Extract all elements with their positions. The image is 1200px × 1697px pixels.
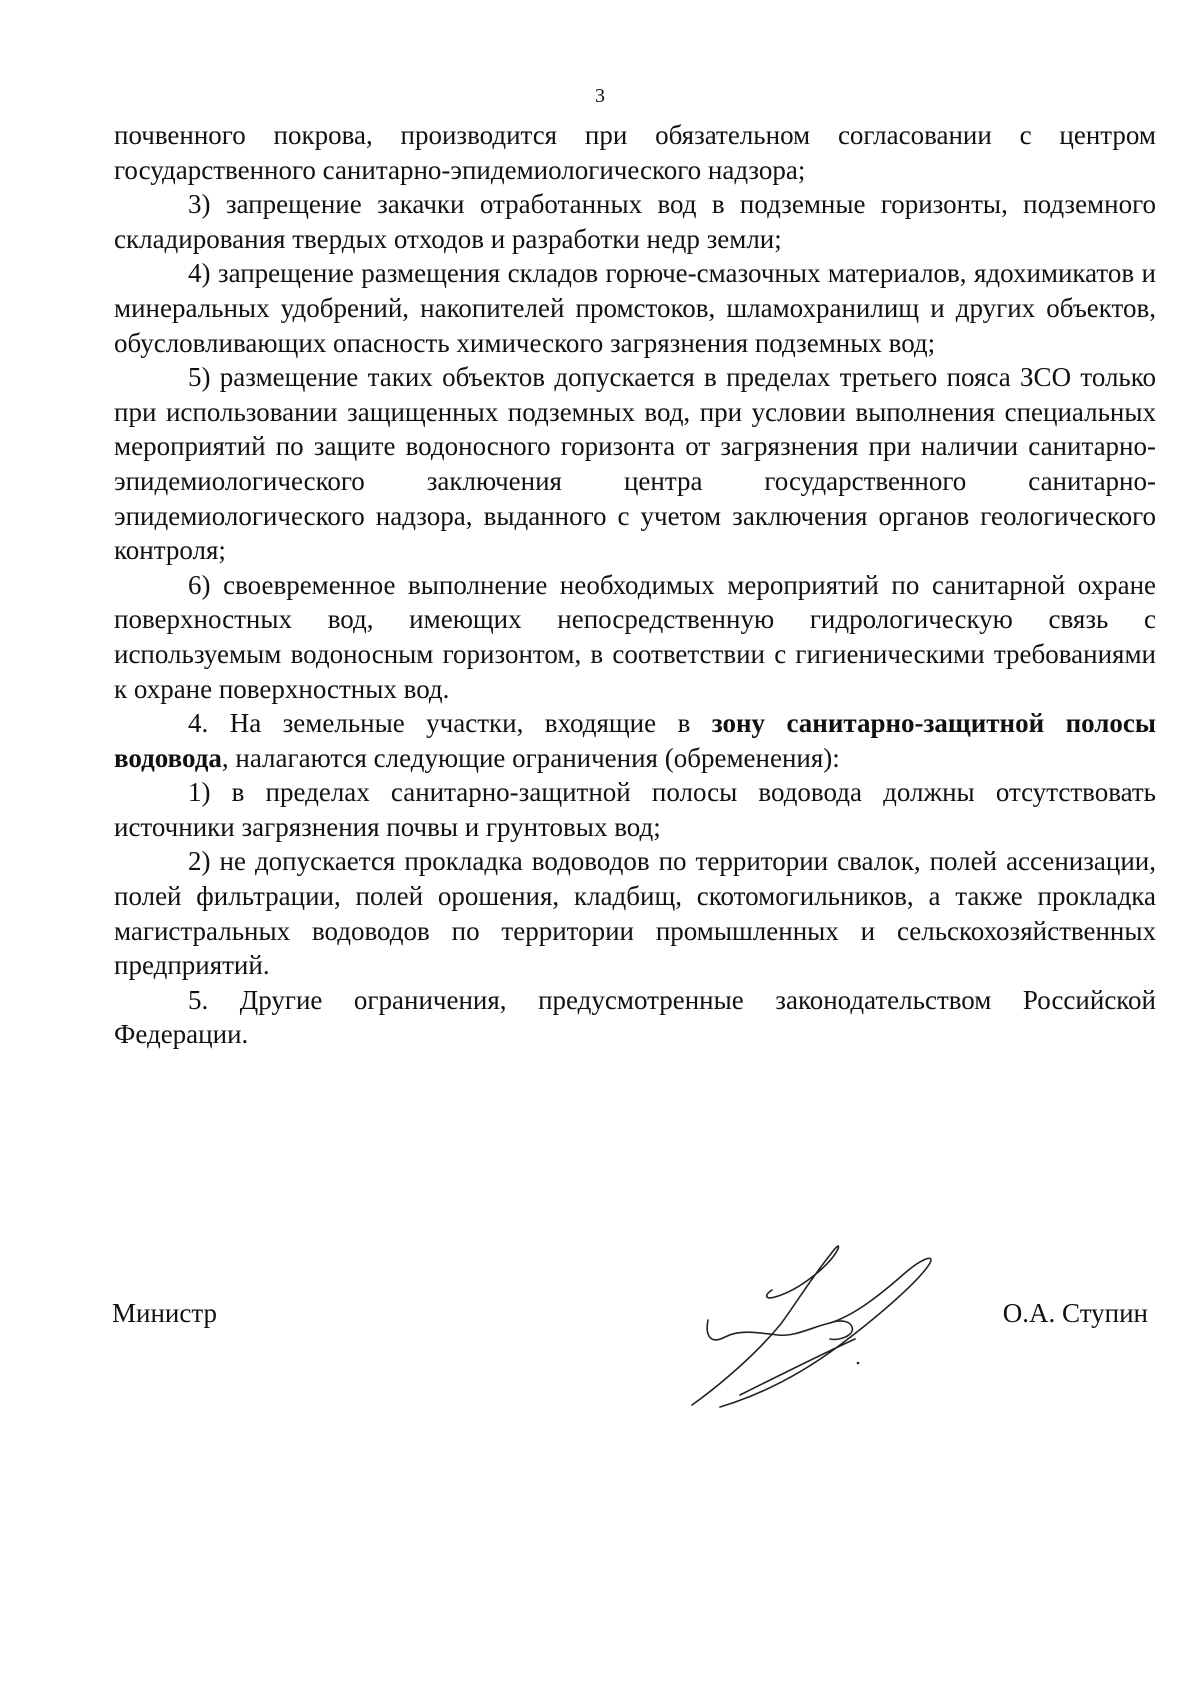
list-item-3: 3) запрещение закачки отработанных вод в подземные горизонты, подземного складирования твердых отходов и разработки недр земли; bbox=[114, 189, 1156, 254]
section-4-paragraph bbox=[114, 706, 1156, 775]
handwritten-signature bbox=[680, 1235, 970, 1410]
list-item-5: 5) размещение таких объектов допускается в пределах третьего пояса ЗСО только при использовании защищенных подземных вод, при условии выполнения специальных мероприятий по защите водоносного горизонта от загрязнения при наличии санитарно-эпидемиологического заключения центра государственного санитарно-эпидемиологического надзора, выданного с учетом заключения органов геологического контроля; bbox=[114, 362, 1156, 566]
section-4-item-1: 1) в пределах санитарно-защитной полосы водовода должны отсутствовать источники загрязнения почвы и грунтовых вод; bbox=[114, 777, 1156, 842]
signatory-role: Министр bbox=[112, 1298, 217, 1328]
page-number: 3 bbox=[595, 85, 605, 107]
document-body bbox=[114, 118, 1156, 1052]
list-item-4: 4) запрещение размещения складов горюче-смазочных материалов, ядохимикатов и минеральных удобрений, накопителей промстоков, шламохранилищ и других объектов, обусловливающих опасность химического загрязнения подземных вод; bbox=[114, 258, 1156, 358]
signatory-name: О.А. Ступин bbox=[1002, 1298, 1148, 1328]
section-4-item-2: 2) не допускается прокладка водоводов по территории свалок, полей ассенизации, полей фильтрации, полей орошения, кладбищ, скотомогильников, а также прокладка магистральных водоводов по территории промышленных и сельскохозяйственных предприятий. bbox=[114, 846, 1156, 981]
section-4-bold-term: зону санитарно-защитной полосы водовода bbox=[114, 708, 1156, 773]
section-4-text-start: 4. На земельные участки, входящие в bbox=[188, 708, 712, 739]
paragraph-continuation: почвенного покрова, производится при обязательном согласовании с центром государственного санитарно-эпидемиологического надзора; bbox=[114, 120, 1156, 185]
list-item-6: 6) своевременное выполнение необходимых мероприятий по санитарной охране поверхностных вод, имеющих непосредственную гидрологическую связь с используемым водоносным горизонтом, в соответствии с гигиеническими требованиями к охране поверхностных вод. bbox=[114, 569, 1156, 704]
section-4-text-end: , налагаются следующие ограничения (обременения): bbox=[221, 742, 840, 773]
section-5-paragraph: 5. Другие ограничения, предусмотренные законодательством Российской Федерации. bbox=[114, 984, 1156, 1050]
